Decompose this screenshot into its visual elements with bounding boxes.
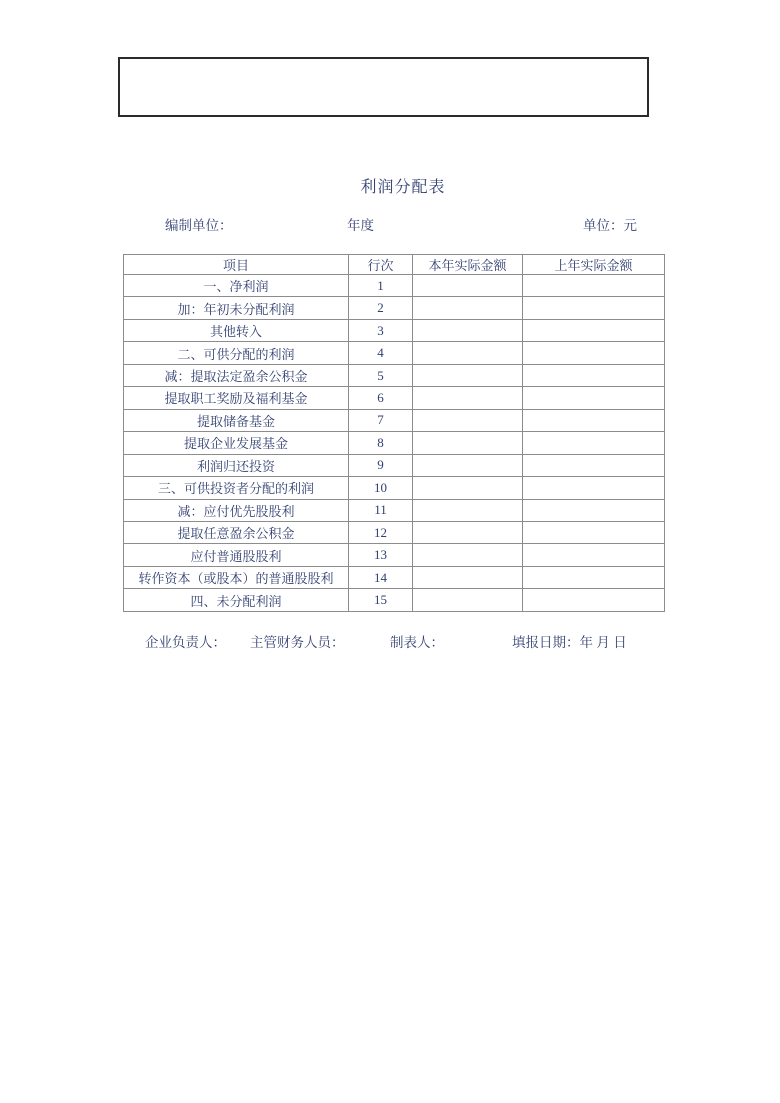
- table-row: [124, 432, 665, 454]
- page-title: 利润分配表: [360, 179, 446, 196]
- prior-amount-cell: [523, 566, 665, 588]
- current-amount-cell: [413, 342, 523, 364]
- current-amount-cell: [413, 589, 523, 612]
- table-row: [124, 275, 665, 297]
- line-number-cell: 2: [349, 297, 413, 319]
- col-header-current-amount: 本年实际金额: [413, 255, 523, 275]
- item-cell: 三、可供投资者分配的利润: [124, 477, 349, 499]
- current-amount-cell: [413, 319, 523, 341]
- item-cell: 利润归还投资: [124, 454, 349, 476]
- prior-amount-cell: [523, 544, 665, 566]
- item-cell: 应付普通股股利: [124, 544, 349, 566]
- line-number-cell: 7: [349, 409, 413, 431]
- current-amount-cell: [413, 409, 523, 431]
- signature-row: [0, 631, 780, 649]
- item-cell: 四、未分配利润: [124, 589, 349, 612]
- line-number-cell: 4: [349, 342, 413, 364]
- prior-amount-cell: [523, 297, 665, 319]
- current-amount-cell: [413, 499, 523, 521]
- current-amount-cell: [413, 297, 523, 319]
- prior-amount-cell: [523, 589, 665, 612]
- line-number-cell: 1: [349, 275, 413, 297]
- item-cell: 二、可供分配的利润: [124, 342, 349, 364]
- current-amount-cell: [413, 432, 523, 454]
- current-amount-cell: [413, 387, 523, 409]
- current-amount-cell: [413, 364, 523, 386]
- table-row: [124, 521, 665, 543]
- prior-amount-cell: [523, 409, 665, 431]
- prior-amount-cell: [523, 454, 665, 476]
- line-number-cell: 11: [349, 499, 413, 521]
- prior-amount-cell: [523, 364, 665, 386]
- line-number-cell: 14: [349, 566, 413, 588]
- meta-row: [0, 214, 780, 232]
- finance-chief-label: 主管财务人员：: [250, 635, 345, 650]
- item-cell: 转作资本（或股本）的普通股股利: [124, 566, 349, 588]
- line-number-cell: 13: [349, 544, 413, 566]
- prior-amount-cell: [523, 275, 665, 297]
- responsible-person-label: 企业负责人：: [145, 635, 226, 650]
- table-row: [124, 409, 665, 431]
- table-row: [124, 297, 665, 319]
- table-row: [124, 544, 665, 566]
- unit-label: 单位：元: [583, 218, 637, 233]
- current-amount-cell: [413, 544, 523, 566]
- line-number-cell: 5: [349, 364, 413, 386]
- item-cell: 一、净利润: [124, 275, 349, 297]
- item-cell: 其他转入: [124, 319, 349, 341]
- current-amount-cell: [413, 454, 523, 476]
- preparer-label: 制表人：: [390, 635, 444, 650]
- table-header-row: [124, 255, 665, 275]
- prior-amount-cell: [523, 342, 665, 364]
- item-cell: 加：年初未分配利润: [124, 297, 349, 319]
- line-number-cell: 10: [349, 477, 413, 499]
- fill-date-label: 填报日期：年 月 日: [512, 635, 627, 650]
- current-amount-cell: [413, 566, 523, 588]
- table-row: [124, 364, 665, 386]
- item-cell: 减：应付优先股股利: [124, 499, 349, 521]
- item-cell: 提取任意盈余公积金: [124, 521, 349, 543]
- current-amount-cell: [413, 275, 523, 297]
- prior-amount-cell: [523, 477, 665, 499]
- line-number-cell: 15: [349, 589, 413, 612]
- profit-distribution-table: [123, 254, 665, 612]
- prior-amount-cell: [523, 319, 665, 341]
- prior-amount-cell: [523, 432, 665, 454]
- header-box: [118, 57, 649, 117]
- col-header-prior-amount: 上年实际金额: [523, 255, 665, 275]
- item-cell: 提取职工奖励及福利基金: [124, 387, 349, 409]
- prior-amount-cell: [523, 387, 665, 409]
- table-row: [124, 499, 665, 521]
- prepared-by-label: 编制单位：: [165, 218, 233, 233]
- item-cell: 提取企业发展基金: [124, 432, 349, 454]
- prior-amount-cell: [523, 521, 665, 543]
- table-row: [124, 454, 665, 476]
- current-amount-cell: [413, 521, 523, 543]
- line-number-cell: 8: [349, 432, 413, 454]
- col-header-line: 行次: [349, 255, 413, 275]
- table-row: [124, 387, 665, 409]
- line-number-cell: 6: [349, 387, 413, 409]
- line-number-cell: 12: [349, 521, 413, 543]
- table-row: [124, 319, 665, 341]
- table-row: [124, 566, 665, 588]
- table-row: [124, 342, 665, 364]
- table-row: [124, 589, 665, 612]
- col-header-item: 项目: [124, 255, 349, 275]
- item-cell: 减：提取法定盈余公积金: [124, 364, 349, 386]
- line-number-cell: 3: [349, 319, 413, 341]
- line-number-cell: 9: [349, 454, 413, 476]
- year-label: 年度: [347, 218, 374, 233]
- prior-amount-cell: [523, 499, 665, 521]
- table-row: [124, 477, 665, 499]
- current-amount-cell: [413, 477, 523, 499]
- item-cell: 提取储备基金: [124, 409, 349, 431]
